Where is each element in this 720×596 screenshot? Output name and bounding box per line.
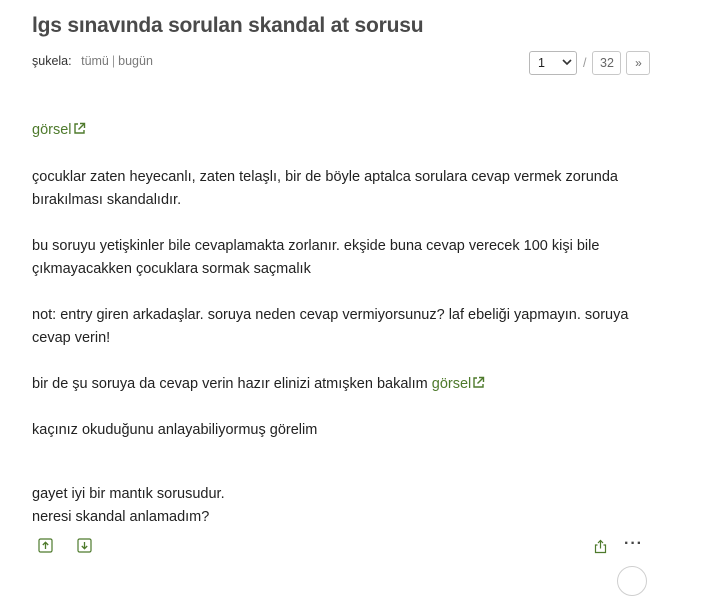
- more-icon[interactable]: ···: [624, 535, 643, 552]
- sort-label: şukela:: [32, 54, 72, 68]
- page-total-button[interactable]: 32: [592, 51, 621, 75]
- entry-paragraph: [32, 119, 642, 142]
- pager-slash: /: [583, 56, 587, 70]
- entry-text: bir de şu soruya da cevap verin hazır elinizi atmışken bakalım: [32, 376, 428, 392]
- entry-paragraph: [32, 373, 642, 396]
- filter-today-link[interactable]: bugün: [118, 54, 153, 68]
- vote-actions: [38, 538, 92, 553]
- entry-paragraph: kaçınız okuduğunu anlayabiliyormuş görelim: [32, 422, 318, 438]
- external-link-icon: [73, 120, 86, 133]
- topic-title[interactable]: lgs sınavında sorulan skandal at sorusu: [32, 14, 424, 37]
- share-icon[interactable]: [593, 539, 608, 554]
- scroll-top-button[interactable]: [617, 566, 647, 596]
- image-link[interactable]: [432, 376, 486, 392]
- entry-paragraph: çocuklar zaten heyecanlı, zaten telaşlı, bir de böyle aptalca sorulara cevap vermek zorunda bırakılması skandalıdır.: [32, 169, 618, 208]
- pager: [529, 51, 650, 75]
- filter-separator: |: [111, 54, 116, 68]
- page-select-value: 1: [538, 56, 545, 70]
- image-link[interactable]: [32, 122, 86, 138]
- external-link-icon: [472, 374, 485, 387]
- entry-paragraph: not: entry giren arkadaşlar. soruya neden cevap vermiyorsunuz? laf ebeliği yapmayın. soruya cevap verin!: [32, 307, 629, 346]
- image-link-label: görsel: [431, 376, 472, 392]
- sort-filter: [32, 54, 153, 68]
- chevron-down-icon: [562, 58, 572, 69]
- downvote-icon[interactable]: [77, 538, 92, 553]
- next-page-button[interactable]: »: [626, 51, 650, 75]
- filter-all-link[interactable]: tümü: [81, 54, 109, 68]
- page-select[interactable]: [529, 51, 577, 75]
- image-link-label: görsel: [32, 122, 72, 138]
- entry-paragraph: bu soruyu yetişkinler bile cevaplamakta zorlanır. ekşide buna cevap verecek 100 kişi bile çıkmayacakken çocuklara sormak saçmalık: [32, 238, 600, 277]
- entry-paragraph: neresi skandal anlamadım?: [32, 509, 210, 525]
- upvote-icon[interactable]: [38, 538, 53, 553]
- entry-paragraph: gayet iyi bir mantık sorusudur.: [32, 486, 225, 502]
